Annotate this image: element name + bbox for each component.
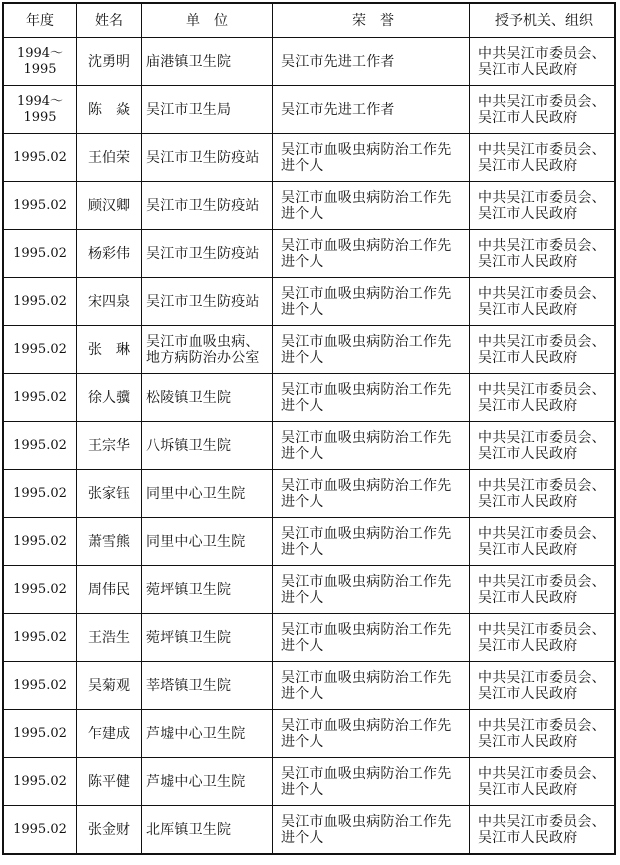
- cell-org: 中共吴江市委员会、吴江市人民政府: [470, 662, 616, 710]
- cell-org: 中共吴江市委员会、吴江市人民政府: [470, 806, 616, 855]
- cell-year: 1995.02: [3, 374, 77, 422]
- cell-honor: 吴江市血吸虫病防治工作先进个人: [273, 806, 470, 855]
- cell-name: 王伯荣: [77, 134, 142, 182]
- cell-name: 萧雪熊: [77, 518, 142, 566]
- cell-year: 1995.02: [3, 230, 77, 278]
- cell-honor: 吴江市血吸虫病防治工作先进个人: [273, 518, 470, 566]
- cell-unit: 菀坪镇卫生院: [142, 614, 273, 662]
- cell-unit: 莘塔镇卫生院: [142, 662, 273, 710]
- cell-year: 1995.02: [3, 134, 77, 182]
- cell-unit: 芦墟中心卫生院: [142, 758, 273, 806]
- cell-year: 1995.02: [3, 422, 77, 470]
- cell-year: 1995.02: [3, 326, 77, 374]
- table-row: [3, 518, 615, 566]
- cell-unit: 吴江市卫生防疫站: [142, 230, 273, 278]
- cell-unit: 菀坪镇卫生院: [142, 566, 273, 614]
- cell-name: 张金财: [77, 806, 142, 855]
- cell-year: 1994～1995: [3, 38, 77, 86]
- cell-year: 1995.02: [3, 278, 77, 326]
- cell-honor: 吴江市血吸虫病防治工作先进个人: [273, 662, 470, 710]
- header-honor: 荣 誉: [273, 3, 470, 38]
- cell-name: 周伟民: [77, 566, 142, 614]
- cell-org: 中共吴江市委员会、吴江市人民政府: [470, 134, 616, 182]
- cell-year: 1995.02: [3, 614, 77, 662]
- cell-honor: 吴江市血吸虫病防治工作先进个人: [273, 758, 470, 806]
- cell-honor: 吴江市血吸虫病防治工作先进个人: [273, 230, 470, 278]
- cell-unit: 吴江市血吸虫病、地方病防治办公室: [142, 326, 273, 374]
- cell-name: 王宗华: [77, 422, 142, 470]
- cell-name: 陈 焱: [77, 86, 142, 134]
- cell-unit: 吴江市卫生防疫站: [142, 182, 273, 230]
- cell-org: 中共吴江市委员会、吴江市人民政府: [470, 326, 616, 374]
- cell-year: 1995.02: [3, 710, 77, 758]
- cell-honor: 吴江市血吸虫病防治工作先进个人: [273, 566, 470, 614]
- cell-name: 张 琳: [77, 326, 142, 374]
- cell-year: 1995.02: [3, 566, 77, 614]
- cell-org: 中共吴江市委员会、吴江市人民政府: [470, 470, 616, 518]
- header-unit: 单 位: [142, 3, 273, 38]
- cell-year: 1995.02: [3, 806, 77, 855]
- cell-unit: 芦墟中心卫生院: [142, 710, 273, 758]
- table-row: [3, 326, 615, 374]
- cell-name: 王浩生: [77, 614, 142, 662]
- cell-honor: 吴江市血吸虫病防治工作先进个人: [273, 614, 470, 662]
- cell-year: 1995.02: [3, 518, 77, 566]
- cell-name: 陈平健: [77, 758, 142, 806]
- cell-org: 中共吴江市委员会、吴江市人民政府: [470, 38, 616, 86]
- cell-org: 中共吴江市委员会、吴江市人民政府: [470, 566, 616, 614]
- cell-org: 中共吴江市委员会、吴江市人民政府: [470, 710, 616, 758]
- cell-org: 中共吴江市委员会、吴江市人民政府: [470, 614, 616, 662]
- cell-unit: 同里中心卫生院: [142, 518, 273, 566]
- table-row: [3, 422, 615, 470]
- table-row: [3, 662, 615, 710]
- header-org: 授予机关、组织: [470, 3, 616, 38]
- cell-year: 1995.02: [3, 470, 77, 518]
- cell-honor: 吴江市血吸虫病防治工作先进个人: [273, 278, 470, 326]
- cell-org: 中共吴江市委员会、吴江市人民政府: [470, 758, 616, 806]
- cell-honor: 吴江市血吸虫病防治工作先进个人: [273, 182, 470, 230]
- cell-name: 吴菊观: [77, 662, 142, 710]
- cell-honor: 吴江市血吸虫病防治工作先进个人: [273, 470, 470, 518]
- cell-unit: 吴江市卫生局: [142, 86, 273, 134]
- cell-org: 中共吴江市委员会、吴江市人民政府: [470, 518, 616, 566]
- cell-unit: 同里中心卫生院: [142, 470, 273, 518]
- cell-honor: 吴江市血吸虫病防治工作先进个人: [273, 326, 470, 374]
- cell-org: 中共吴江市委员会、吴江市人民政府: [470, 86, 616, 134]
- table-row: [3, 278, 615, 326]
- header-row: [3, 3, 615, 38]
- cell-name: 宋四泉: [77, 278, 142, 326]
- table-row: [3, 230, 615, 278]
- table-row: [3, 758, 615, 806]
- honors-table: [2, 2, 616, 855]
- cell-org: 中共吴江市委员会、吴江市人民政府: [470, 230, 616, 278]
- table-row: [3, 38, 615, 86]
- table-row: [3, 134, 615, 182]
- cell-honor: 吴江市先进工作者: [273, 86, 470, 134]
- cell-org: 中共吴江市委员会、吴江市人民政府: [470, 278, 616, 326]
- header-name: 姓名: [77, 3, 142, 38]
- cell-unit: 吴江市卫生防疫站: [142, 278, 273, 326]
- cell-honor: 吴江市血吸虫病防治工作先进个人: [273, 374, 470, 422]
- cell-name: 乍建成: [77, 710, 142, 758]
- table-row: [3, 614, 615, 662]
- cell-honor: 吴江市血吸虫病防治工作先进个人: [273, 422, 470, 470]
- cell-name: 顾汉卿: [77, 182, 142, 230]
- cell-name: 沈勇明: [77, 38, 142, 86]
- table-row: [3, 566, 615, 614]
- cell-year: 1994～1995: [3, 86, 77, 134]
- cell-year: 1995.02: [3, 182, 77, 230]
- cell-unit: 北厍镇卫生院: [142, 806, 273, 855]
- cell-org: 中共吴江市委员会、吴江市人民政府: [470, 374, 616, 422]
- cell-unit: 八坼镇卫生院: [142, 422, 273, 470]
- cell-unit: 松陵镇卫生院: [142, 374, 273, 422]
- cell-org: 中共吴江市委员会、吴江市人民政府: [470, 182, 616, 230]
- cell-name: 徐人骥: [77, 374, 142, 422]
- table-row: [3, 374, 615, 422]
- cell-honor: 吴江市先进工作者: [273, 38, 470, 86]
- table-row: [3, 86, 615, 134]
- cell-unit: 庙港镇卫生院: [142, 38, 273, 86]
- table-row: [3, 806, 615, 855]
- cell-org: 中共吴江市委员会、吴江市人民政府: [470, 422, 616, 470]
- cell-year: 1995.02: [3, 758, 77, 806]
- cell-honor: 吴江市血吸虫病防治工作先进个人: [273, 710, 470, 758]
- header-year: 年度: [3, 3, 77, 38]
- table-row: [3, 182, 615, 230]
- cell-year: 1995.02: [3, 662, 77, 710]
- cell-name: 杨彩伟: [77, 230, 142, 278]
- table-row: [3, 710, 615, 758]
- cell-unit: 吴江市卫生防疫站: [142, 134, 273, 182]
- cell-name: 张家钰: [77, 470, 142, 518]
- table-row: [3, 470, 615, 518]
- cell-honor: 吴江市血吸虫病防治工作先进个人: [273, 134, 470, 182]
